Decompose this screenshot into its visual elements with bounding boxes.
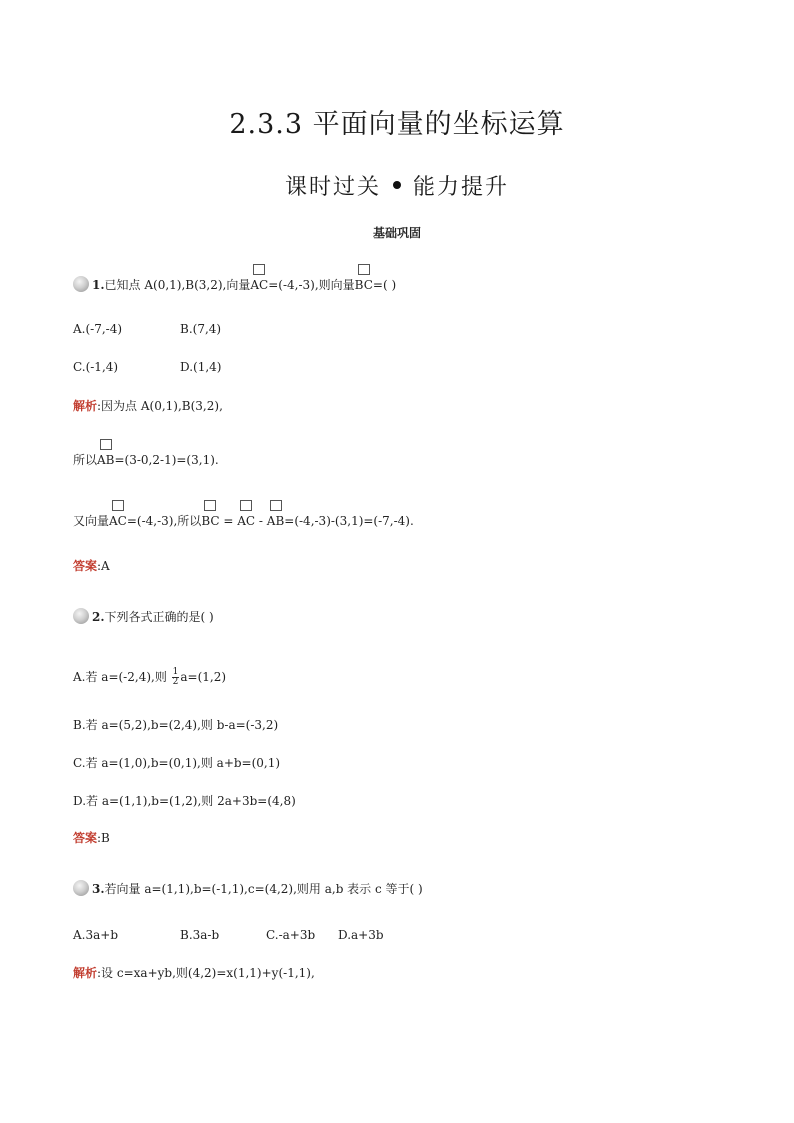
vector-ab [267,514,284,528]
vector-arrow-icon [112,500,124,511]
analysis-text: :因为点 A(0,1),B(3,2), [97,399,223,413]
answer-line [73,557,110,574]
question-number: 3. [92,882,105,896]
question-bullet-icon [73,276,89,292]
fraction-denominator: 2 [172,677,179,687]
option-a [73,668,226,687]
analysis-text: 所以 [73,453,98,467]
question-number: 1. [92,278,105,292]
stem-text: 下列各式正确的是( ) [104,610,214,624]
analysis-label: 解析 [73,966,98,980]
answer-label: 答案 [73,831,98,845]
vector-arrow-icon [240,500,252,511]
stem-text: =(-4,-3),则向量 [268,278,355,292]
vector-label: AC [237,514,256,528]
option-c: C.-a+3b [266,928,316,942]
vector-bc [201,514,219,528]
fraction-numerator: 1 [172,667,179,677]
analysis-text: - [255,514,267,528]
answer-line [73,829,110,846]
option-c: C.(-1,4) [73,360,119,374]
analysis-line-3 [73,512,414,529]
option-b: B.(7,4) [180,322,222,336]
vector-label: BC [354,278,373,292]
analysis-line-2 [73,451,219,468]
answer-value: :B [97,831,110,845]
vector-ac [109,514,127,528]
vector-label: AC [109,514,127,528]
answer-value: :A [97,559,110,573]
analysis-text: 又向量 [73,514,110,528]
question-1-stem [73,276,396,294]
vector-label: BC [201,514,220,528]
analysis-text: =(-4,-3)-(3,1)=(-7,-4). [284,514,414,528]
option-c: C.若 a=(1,0),b=(0,1),则 a+b=(0,1) [73,756,281,770]
section-heading: 基础巩固 [372,226,421,240]
vector-arrow-icon [204,500,216,511]
vector-arrow-icon [358,264,370,275]
subtitle-right: 能力提升 [413,175,510,200]
vector-label: AB [266,514,285,528]
option-text: A.若 a=(-2,4),则 [73,670,171,684]
option-a: A.3a+b [73,928,119,942]
question-2-stem [73,608,214,626]
question-3-stem [73,880,423,898]
fraction [172,668,180,687]
option-text: a=(1,2) [180,670,227,684]
vector-label: AB [97,453,115,467]
vector-ac [237,514,255,528]
analysis-text: = [219,514,238,528]
option-b: B.3a-b [180,928,220,942]
bullet-dot-icon [393,181,401,189]
option-b: B.若 a=(5,2),b=(2,4),则 b-a=(-3,2) [73,718,279,732]
question-bullet-icon [73,880,89,896]
vector-bc [355,278,373,292]
analysis-line-1 [73,397,223,414]
option-d: D.若 a=(1,1),b=(1,2),则 2a+3b=(4,8) [73,794,296,808]
analysis-label: 解析 [73,399,98,413]
vector-arrow-icon [253,264,265,275]
vector-arrow-icon [270,500,282,511]
analysis-text: =(3-0,2-1)=(3,1). [114,453,219,467]
analysis-text: =(-4,-3),所以 [126,514,202,528]
subtitle-left: 课时过关 [284,175,381,200]
stem-text: =( ) [372,278,397,292]
question-number: 2. [92,610,105,624]
option-a: A.(-7,-4) [73,322,123,336]
option-d: D.a+3b [338,928,384,942]
stem-text: 若向量 a=(1,1),b=(-1,1),c=(4,2),则用 a,b 表示 c 等于( ) [104,882,423,896]
vector-ac [250,278,268,292]
analysis-line-1 [73,964,315,981]
analysis-text: :设 c=xa+yb,则(4,2)=x(1,1)+y(-1,1), [97,966,315,980]
page-subtitle [0,170,794,201]
question-bullet-icon [73,608,89,624]
vector-label: AC [250,278,269,292]
page-title: 2.3.3 平面向量的坐标运算 [229,109,565,140]
vector-arrow-icon [100,439,112,450]
option-d: D.(1,4) [180,360,222,374]
stem-text: 已知点 A(0,1),B(3,2),向量 [104,278,251,292]
vector-ab [97,453,114,467]
answer-label: 答案 [73,559,98,573]
